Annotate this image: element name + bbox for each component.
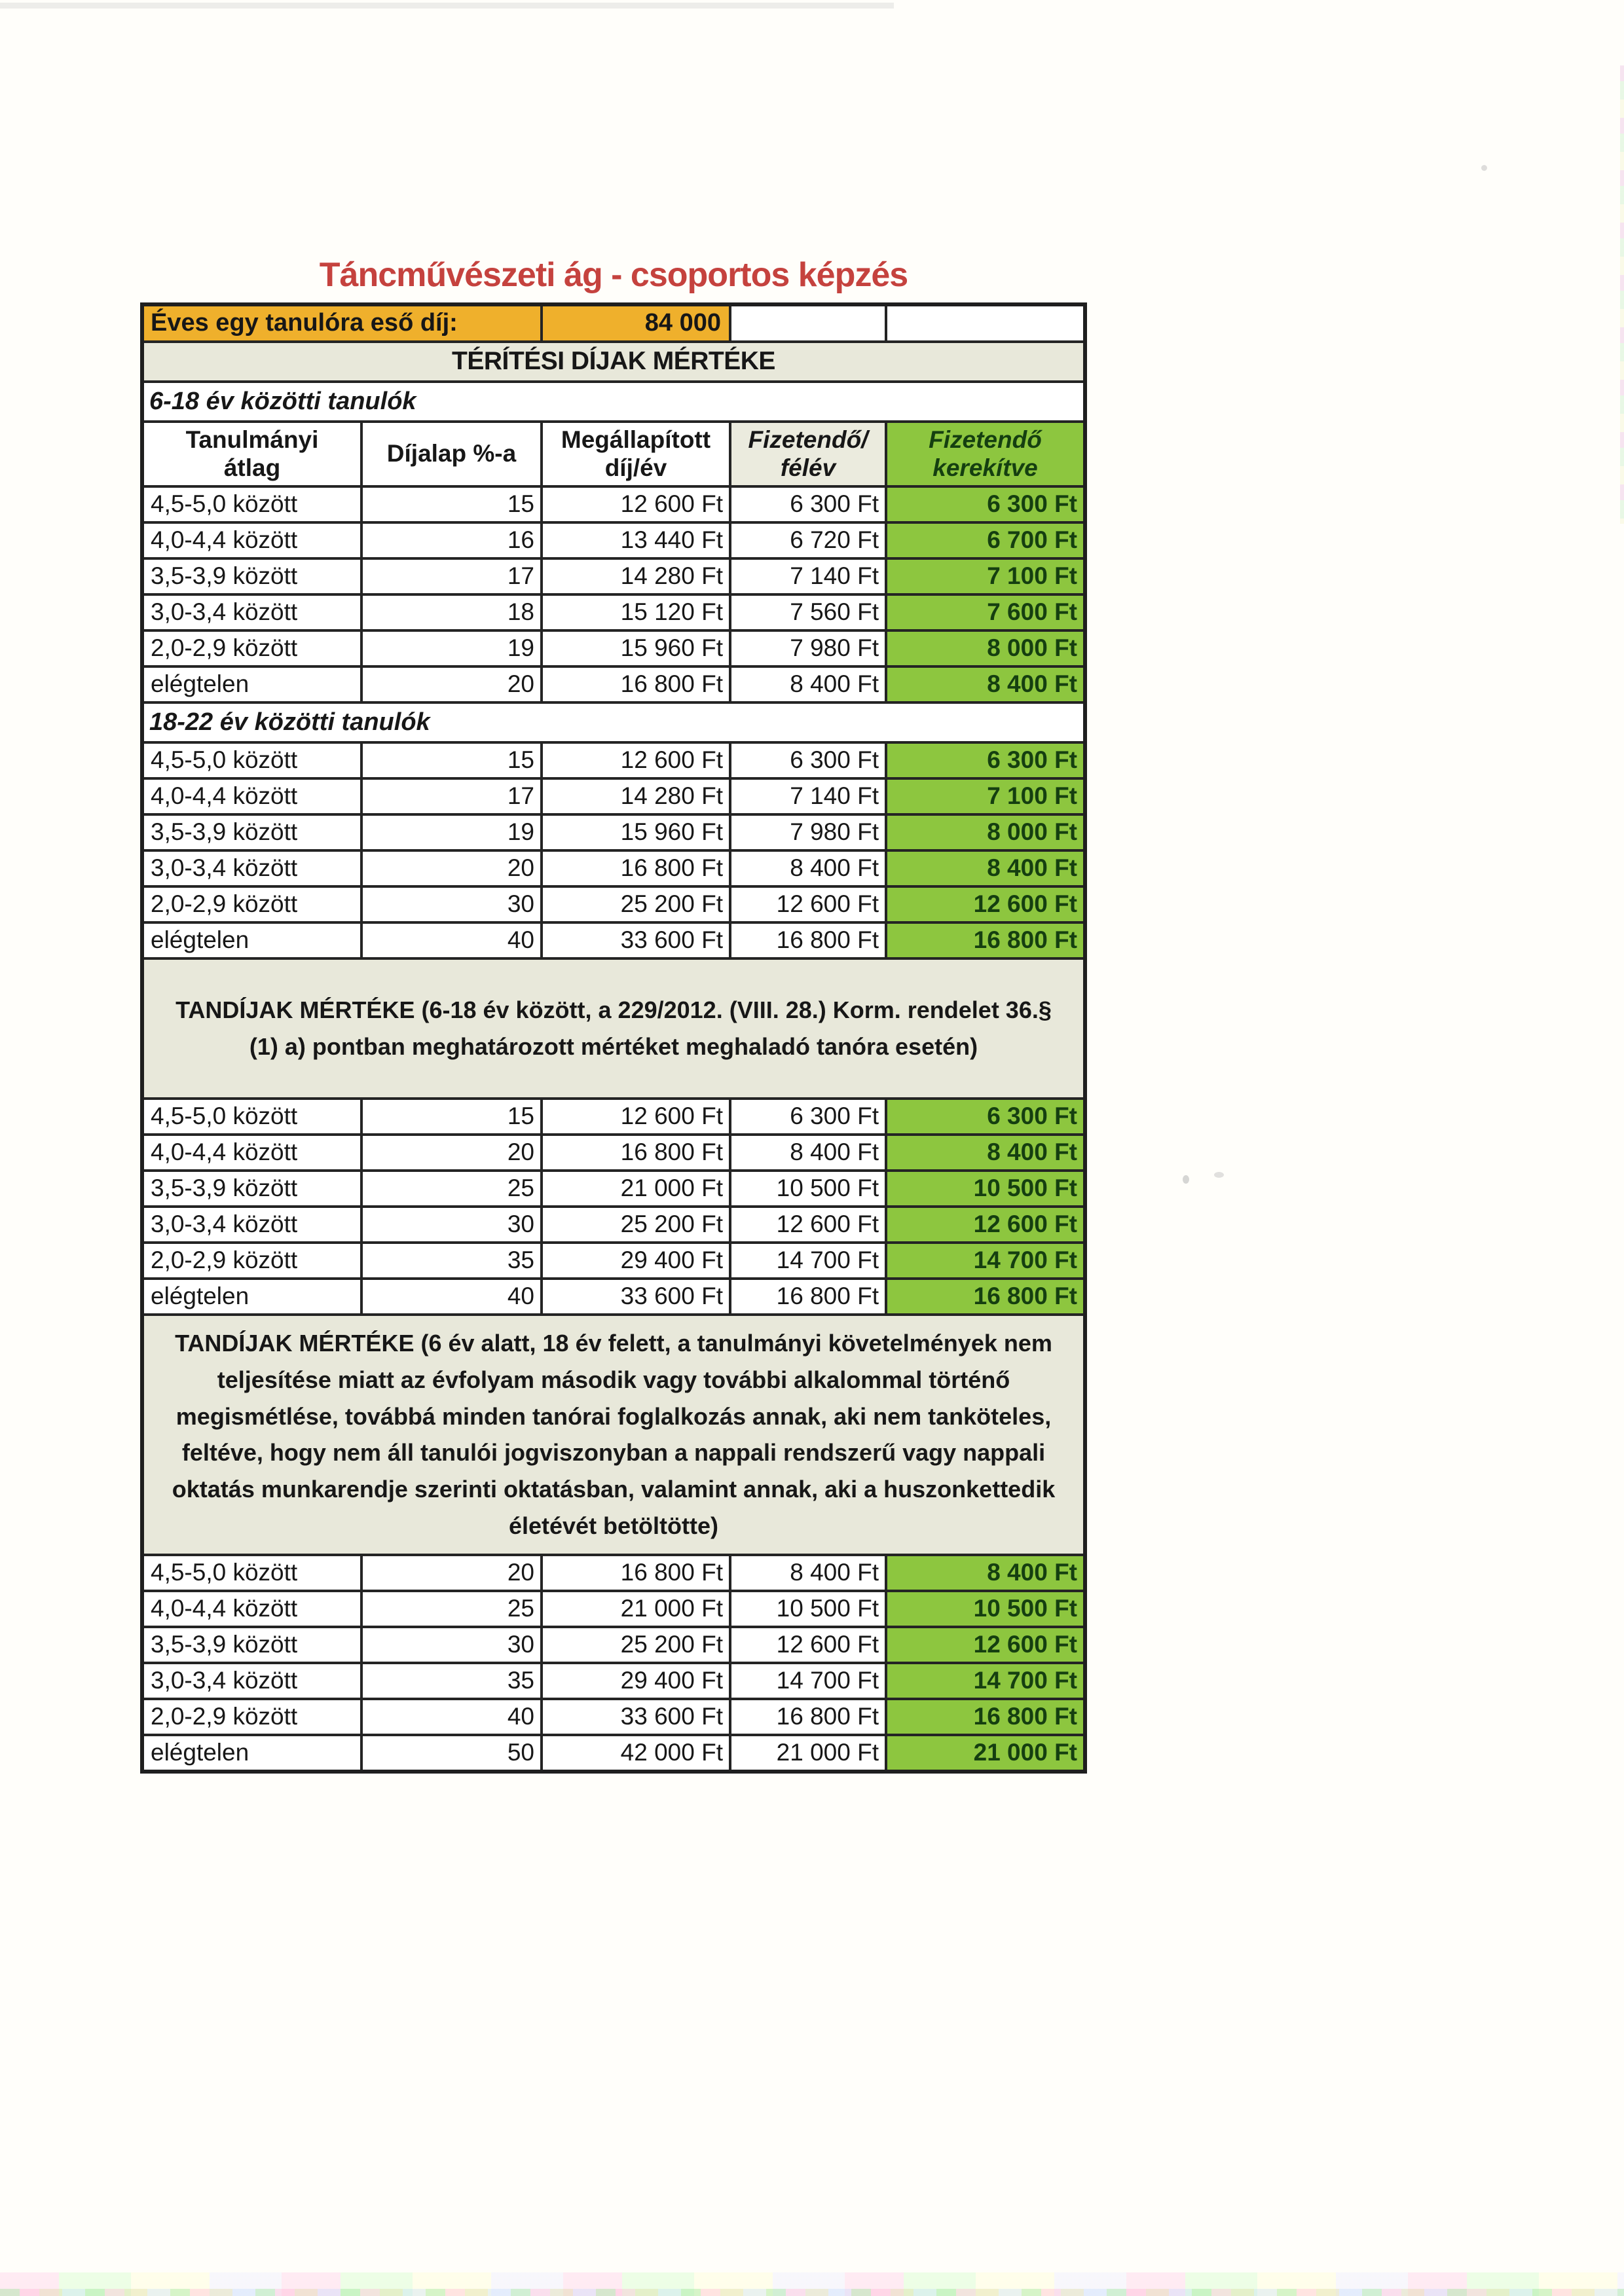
table-row <box>144 485 1083 521</box>
cell-fee-rounded: 8 400 Ft <box>885 668 1083 701</box>
cell-fee-year: 16 800 Ft <box>540 1136 729 1169</box>
tuition-note-row-1 <box>144 957 1083 1097</box>
cell-fee-rounded: 12 600 Ft <box>885 1208 1083 1241</box>
cell-fee-rounded: 8 400 Ft <box>885 1136 1083 1169</box>
cell-fee-rounded: 7 600 Ft <box>885 596 1083 629</box>
cell-fee-halfyear: 12 600 Ft <box>729 1208 885 1241</box>
cell-fee-rounded: 16 800 Ft <box>885 924 1083 957</box>
scan-speck <box>1183 1175 1189 1184</box>
section-row-6-18 <box>144 380 1083 420</box>
cell-percent: 20 <box>360 1556 540 1590</box>
table-row <box>144 849 1083 885</box>
cell-fee-year: 29 400 Ft <box>540 1244 729 1277</box>
cell-average: elégtelen <box>151 670 249 698</box>
cell-average: 4,5-5,0 között <box>151 490 298 518</box>
section-label-18-22: 18-22 év közötti tanulók <box>149 708 430 736</box>
cell-fee-year: 25 200 Ft <box>540 1628 729 1662</box>
table-row <box>144 1590 1083 1626</box>
cell-fee-halfyear: 6 300 Ft <box>729 488 885 521</box>
table-row <box>144 921 1083 957</box>
table-row <box>144 1205 1083 1241</box>
cell-average: 3,5-3,9 között <box>151 818 298 846</box>
cell-fee-year: 12 600 Ft <box>540 1100 729 1133</box>
cell-average: 3,5-3,9 között <box>151 1175 298 1202</box>
tuition-note-6-18: TANDÍJAK MÉRTÉKE (6-18 év között, a 229/2012. (VIII. 28.) Korm. rendelet 36.§ (1) a) pontban meghatározott mértéket meghaladó tanóra esetén) <box>144 960 1083 1097</box>
table-row <box>144 1097 1083 1133</box>
cell-fee-halfyear: 14 700 Ft <box>729 1244 885 1277</box>
table-row <box>144 629 1083 665</box>
cell-average: 3,0-3,4 között <box>151 854 298 882</box>
cell-fee-halfyear: 8 400 Ft <box>729 852 885 885</box>
cell-percent: 25 <box>360 1172 540 1205</box>
cell-fee-year: 13 440 Ft <box>540 524 729 557</box>
table-row <box>144 1698 1083 1734</box>
cell-fee-halfyear: 12 600 Ft <box>729 888 885 921</box>
cell-fee-rounded: 8 400 Ft <box>885 852 1083 885</box>
cell-fee-year: 25 200 Ft <box>540 888 729 921</box>
cell-fee-rounded: 10 500 Ft <box>885 1172 1083 1205</box>
table-row <box>144 521 1083 557</box>
cell-average: 3,0-3,4 között <box>151 1211 298 1238</box>
cell-fee-halfyear: 7 140 Ft <box>729 780 885 813</box>
cell-average: 4,5-5,0 között <box>151 1102 298 1130</box>
table-row <box>144 557 1083 593</box>
cell-average: 3,5-3,9 között <box>151 562 298 590</box>
cell-fee-year: 33 600 Ft <box>540 1700 729 1734</box>
column-header-fee-year: Megállapított díj/év <box>540 423 729 485</box>
cell-fee-rounded: 10 500 Ft <box>885 1592 1083 1626</box>
table-rows-tuition-other <box>144 1554 1083 1770</box>
table-header-row <box>144 420 1083 485</box>
cell-average: elégtelen <box>151 1283 249 1310</box>
cell-fee-halfyear: 10 500 Ft <box>729 1172 885 1205</box>
cell-fee-halfyear: 16 800 Ft <box>729 924 885 957</box>
document-title: Táncművészeti ág - csoportos képzés <box>319 256 908 294</box>
cell-average: 2,0-2,9 között <box>151 890 298 918</box>
cell-average: elégtelen <box>151 926 249 954</box>
annual-fee-row <box>144 306 1083 340</box>
cell-fee-rounded: 8 000 Ft <box>885 632 1083 665</box>
banner-row <box>144 340 1083 380</box>
cell-percent: 17 <box>360 780 540 813</box>
cell-fee-year: 33 600 Ft <box>540 1280 729 1313</box>
cell-fee-year: 14 280 Ft <box>540 780 729 813</box>
section-row-18-22 <box>144 701 1083 741</box>
cell-fee-rounded: 14 700 Ft <box>885 1244 1083 1277</box>
cell-fee-rounded: 16 800 Ft <box>885 1700 1083 1734</box>
scan-artifact-right-edge <box>1620 65 1624 524</box>
table-rows-tuition-6-18 <box>144 1097 1083 1313</box>
cell-fee-rounded: 8 000 Ft <box>885 816 1083 849</box>
cell-fee-rounded: 6 700 Ft <box>885 524 1083 557</box>
table-row <box>144 1133 1083 1169</box>
cell-fee-halfyear: 7 140 Ft <box>729 560 885 593</box>
cell-fee-year: 29 400 Ft <box>540 1664 729 1698</box>
cell-average: 2,0-2,9 között <box>151 1247 298 1274</box>
cell-fee-year: 14 280 Ft <box>540 560 729 593</box>
cell-fee-halfyear: 6 720 Ft <box>729 524 885 557</box>
cell-fee-rounded: 8 400 Ft <box>885 1556 1083 1590</box>
cell-fee-rounded: 6 300 Ft <box>885 1100 1083 1133</box>
cell-average: 3,0-3,4 között <box>151 598 298 626</box>
column-header-fee-rounded: Fizetendő kerekítve <box>885 423 1083 485</box>
cell-percent: 15 <box>360 744 540 777</box>
annual-fee-label: Éves egy tanulóra eső díj: <box>144 306 540 340</box>
cell-fee-year: 15 960 Ft <box>540 632 729 665</box>
annual-fee-value: 84 000 <box>540 306 729 340</box>
cell-fee-rounded: 12 600 Ft <box>885 1628 1083 1662</box>
cell-percent: 19 <box>360 816 540 849</box>
cell-fee-rounded: 7 100 Ft <box>885 560 1083 593</box>
cell-average: elégtelen <box>151 1739 249 1766</box>
scan-speck <box>1481 165 1487 171</box>
tuition-note-other: TANDÍJAK MÉRTÉKE (6 év alatt, 18 év felett, a tanulmányi követelmények nem teljesítése miatt az évfolyam második vagy további alkalommal történő megismétlése, továbbá minden tanórai foglalkozás annak, aki nem tanköteles, feltéve, hogy nem áll tanulói jogviszonyban a nappali rendszerű vagy nappali oktatás munkarendje szerinti oktatásban, valamint annak, aki a huszonkettedik életévét betöltötte) <box>144 1316 1083 1554</box>
cell-percent: 15 <box>360 488 540 521</box>
table-row <box>144 777 1083 813</box>
table-row <box>144 1277 1083 1313</box>
cell-percent: 30 <box>360 1208 540 1241</box>
tuition-note-row-2 <box>144 1313 1083 1554</box>
table-row <box>144 1662 1083 1698</box>
cell-fee-halfyear: 7 560 Ft <box>729 596 885 629</box>
cell-percent: 40 <box>360 1700 540 1734</box>
cell-percent: 16 <box>360 524 540 557</box>
scan-speck <box>1214 1172 1224 1178</box>
cell-fee-rounded: 21 000 Ft <box>885 1736 1083 1770</box>
empty-cell <box>729 306 885 340</box>
cell-fee-halfyear: 6 300 Ft <box>729 1100 885 1133</box>
table-row <box>144 813 1083 849</box>
cell-fee-halfyear: 8 400 Ft <box>729 1136 885 1169</box>
table-row <box>144 741 1083 777</box>
cell-percent: 50 <box>360 1736 540 1770</box>
cell-fee-year: 16 800 Ft <box>540 668 729 701</box>
table-row <box>144 665 1083 701</box>
cell-average: 3,0-3,4 között <box>151 1667 298 1694</box>
cell-percent: 30 <box>360 888 540 921</box>
cell-percent: 40 <box>360 1280 540 1313</box>
cell-average: 4,5-5,0 között <box>151 1559 298 1586</box>
cell-average: 2,0-2,9 között <box>151 634 298 662</box>
cell-fee-year: 33 600 Ft <box>540 924 729 957</box>
table-row <box>144 1169 1083 1205</box>
cell-average: 4,0-4,4 között <box>151 1595 298 1622</box>
cell-fee-rounded: 12 600 Ft <box>885 888 1083 921</box>
column-header-average: Tanulmányi átlag <box>185 426 319 481</box>
cell-fee-rounded: 7 100 Ft <box>885 780 1083 813</box>
cell-fee-year: 21 000 Ft <box>540 1172 729 1205</box>
cell-fee-halfyear: 16 800 Ft <box>729 1280 885 1313</box>
cell-fee-year: 16 800 Ft <box>540 852 729 885</box>
cell-average: 4,0-4,4 között <box>151 782 298 810</box>
cell-percent: 15 <box>360 1100 540 1133</box>
cell-fee-year: 21 000 Ft <box>540 1592 729 1626</box>
cell-fee-rounded: 16 800 Ft <box>885 1280 1083 1313</box>
cell-fee-halfyear: 7 980 Ft <box>729 816 885 849</box>
table-row <box>144 1734 1083 1770</box>
cell-fee-year: 15 120 Ft <box>540 596 729 629</box>
cell-fee-year: 12 600 Ft <box>540 488 729 521</box>
table-row <box>144 885 1083 921</box>
table-row <box>144 1554 1083 1590</box>
cell-percent: 20 <box>360 852 540 885</box>
cell-average: 4,5-5,0 között <box>151 746 298 774</box>
cell-fee-halfyear: 7 980 Ft <box>729 632 885 665</box>
cell-percent: 20 <box>360 668 540 701</box>
scan-artifact-bottom-band <box>0 2272 1624 2296</box>
section-label-6-18: 6-18 év közötti tanulók <box>149 387 416 415</box>
cell-fee-halfyear: 14 700 Ft <box>729 1664 885 1698</box>
cell-percent: 35 <box>360 1664 540 1698</box>
cell-fee-year: 25 200 Ft <box>540 1208 729 1241</box>
table-rows-18-22 <box>144 741 1083 957</box>
cell-percent: 30 <box>360 1628 540 1662</box>
cell-average: 4,0-4,4 között <box>151 1139 298 1166</box>
empty-cell <box>885 306 1083 340</box>
column-header-percent: Díjalap %-a <box>360 423 540 485</box>
cell-fee-year: 42 000 Ft <box>540 1736 729 1770</box>
cell-fee-year: 15 960 Ft <box>540 816 729 849</box>
cell-fee-halfyear: 10 500 Ft <box>729 1592 885 1626</box>
cell-fee-halfyear: 16 800 Ft <box>729 1700 885 1734</box>
cell-fee-halfyear: 6 300 Ft <box>729 744 885 777</box>
cell-percent: 17 <box>360 560 540 593</box>
cell-average: 4,0-4,4 között <box>151 526 298 554</box>
cell-fee-rounded: 6 300 Ft <box>885 488 1083 521</box>
cell-fee-rounded: 14 700 Ft <box>885 1664 1083 1698</box>
cell-fee-halfyear: 21 000 Ft <box>729 1736 885 1770</box>
cell-percent: 18 <box>360 596 540 629</box>
cell-average: 3,5-3,9 között <box>151 1631 298 1658</box>
scan-artifact-top-strip <box>0 3 894 9</box>
column-header-fee-halfyear: Fizetendő/ félév <box>729 423 885 485</box>
cell-fee-year: 16 800 Ft <box>540 1556 729 1590</box>
cell-average: 2,0-2,9 között <box>151 1703 298 1730</box>
table-row <box>144 593 1083 629</box>
cell-percent: 35 <box>360 1244 540 1277</box>
fees-table <box>140 302 1087 1774</box>
cell-fee-halfyear: 8 400 Ft <box>729 668 885 701</box>
cell-percent: 40 <box>360 924 540 957</box>
table-row <box>144 1241 1083 1277</box>
cell-fee-year: 12 600 Ft <box>540 744 729 777</box>
table-rows-6-18 <box>144 485 1083 701</box>
banner-title: TÉRÍTÉSI DÍJAK MÉRTÉKE <box>144 343 1083 380</box>
table-row <box>144 1626 1083 1662</box>
cell-fee-halfyear: 8 400 Ft <box>729 1556 885 1590</box>
cell-fee-rounded: 6 300 Ft <box>885 744 1083 777</box>
cell-percent: 19 <box>360 632 540 665</box>
cell-percent: 20 <box>360 1136 540 1169</box>
cell-fee-halfyear: 12 600 Ft <box>729 1628 885 1662</box>
cell-percent: 25 <box>360 1592 540 1626</box>
